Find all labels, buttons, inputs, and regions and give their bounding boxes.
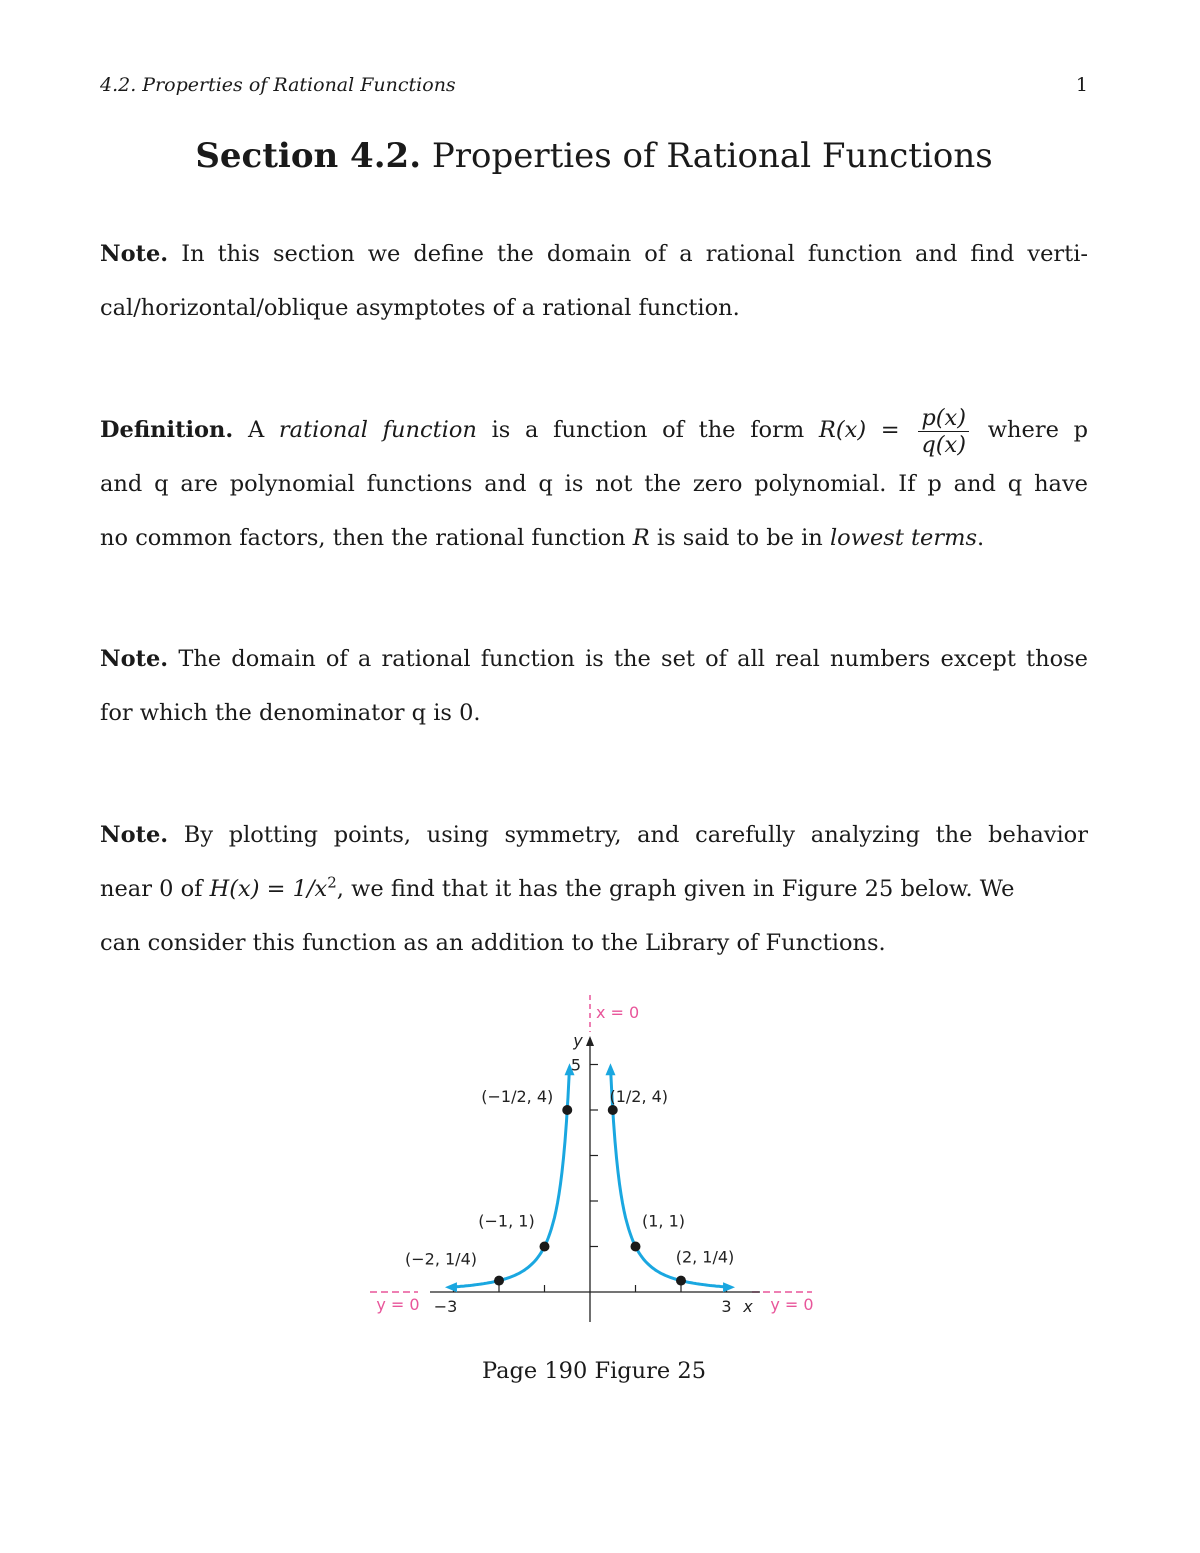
note-1-line-2: cal/horizontal/oblique asymptotes of a rational function. bbox=[100, 295, 740, 321]
point-label: (1/2, 4) bbox=[609, 1087, 669, 1106]
point-label: (−1/2, 4) bbox=[481, 1087, 554, 1106]
note-label: Note. bbox=[100, 646, 169, 672]
right-asymptote-label: y = 0 bbox=[770, 1295, 814, 1314]
x-axis-label: x bbox=[743, 1297, 753, 1316]
left-branch-arrowhead-left bbox=[445, 1282, 457, 1292]
definition-line-2: and q are polynomial functions and q is not the zero polynomial. If p and q have bbox=[100, 471, 1088, 497]
data-point bbox=[540, 1242, 550, 1252]
point-label: (1, 1) bbox=[641, 1211, 686, 1231]
data-point bbox=[631, 1242, 641, 1252]
x-tick-label-min: −3 bbox=[433, 1297, 458, 1316]
page-number: 1 bbox=[1075, 74, 1088, 96]
figure-25 bbox=[360, 990, 830, 1330]
point-label: (−1, 1) bbox=[478, 1211, 535, 1231]
data-point bbox=[562, 1105, 572, 1115]
note-1 bbox=[100, 227, 1088, 335]
y-axis-label: y bbox=[573, 1031, 583, 1050]
note-3-line-3: can consider this function as an addition to the Library of Functions. bbox=[100, 930, 886, 956]
right-branch-arrowhead-up bbox=[605, 1063, 615, 1075]
y-axis-arrowhead bbox=[586, 1036, 594, 1046]
data-point bbox=[676, 1276, 686, 1286]
note-3-line-2: near 0 of $H(x) = 1/x^2$, we find that it has the graph given in Figure 25 below. We bbox=[100, 873, 1015, 902]
right-branch-arrowhead-right bbox=[723, 1282, 735, 1292]
data-point bbox=[608, 1105, 618, 1115]
note-1-line-1: Note. In this section we define the domain of a rational function and find verti- bbox=[100, 241, 1088, 267]
note-2-line-2: for which the denominator q is 0. bbox=[100, 700, 481, 726]
fraction-p-over-q: $\frac{p(x)}{q(x)}$ bbox=[918, 405, 969, 458]
chart-svg bbox=[360, 990, 830, 1330]
note-label: Note. bbox=[100, 241, 169, 267]
term-lowest-terms: lowest terms bbox=[829, 525, 978, 551]
definition-line-1: Definition. A rational function is a function of the form R(x) = $\frac{p(x)}{q(x)}$ where p bbox=[100, 404, 1088, 457]
math-h-of-x: H(x) = 1/x bbox=[209, 876, 328, 902]
point-label: (−2, 1/4) bbox=[405, 1249, 477, 1269]
x-tick-label-max: 3 bbox=[721, 1297, 732, 1316]
data-point bbox=[494, 1276, 504, 1286]
left-asymptote-label: y = 0 bbox=[376, 1295, 420, 1314]
running-header bbox=[100, 74, 1088, 96]
term-rational-function: rational function bbox=[278, 417, 477, 443]
section-label: Section 4.2. bbox=[195, 136, 422, 176]
y-tick-label-max: 5 bbox=[570, 1055, 582, 1075]
section-title bbox=[0, 136, 1188, 176]
note-label: Note. bbox=[100, 822, 169, 848]
definition bbox=[100, 403, 1088, 565]
figure-caption: Page 190 Figure 25 bbox=[481, 1358, 707, 1384]
note-2-line-1: Note. The domain of a rational function is the set of all real numbers except those bbox=[100, 646, 1088, 672]
point-label: (2, 1/4) bbox=[675, 1247, 735, 1267]
definition-line-3: no common factors, then the rational function R is said to be in lowest terms. bbox=[100, 525, 985, 551]
note-3-line-1: Note. By plotting points, using symmetry, and carefully analyzing the behavior bbox=[100, 822, 1088, 848]
definition-label: Definition. bbox=[100, 417, 234, 443]
note-2 bbox=[100, 632, 1088, 740]
running-title: 4.2. Properties of Rational Functions bbox=[100, 74, 456, 96]
section-heading: Properties of Rational Functions bbox=[431, 136, 993, 176]
vertical-asymptote-label: x = 0 bbox=[596, 1003, 640, 1022]
math-r-of-x: R(x) = bbox=[818, 417, 900, 443]
note-3 bbox=[100, 808, 1088, 970]
